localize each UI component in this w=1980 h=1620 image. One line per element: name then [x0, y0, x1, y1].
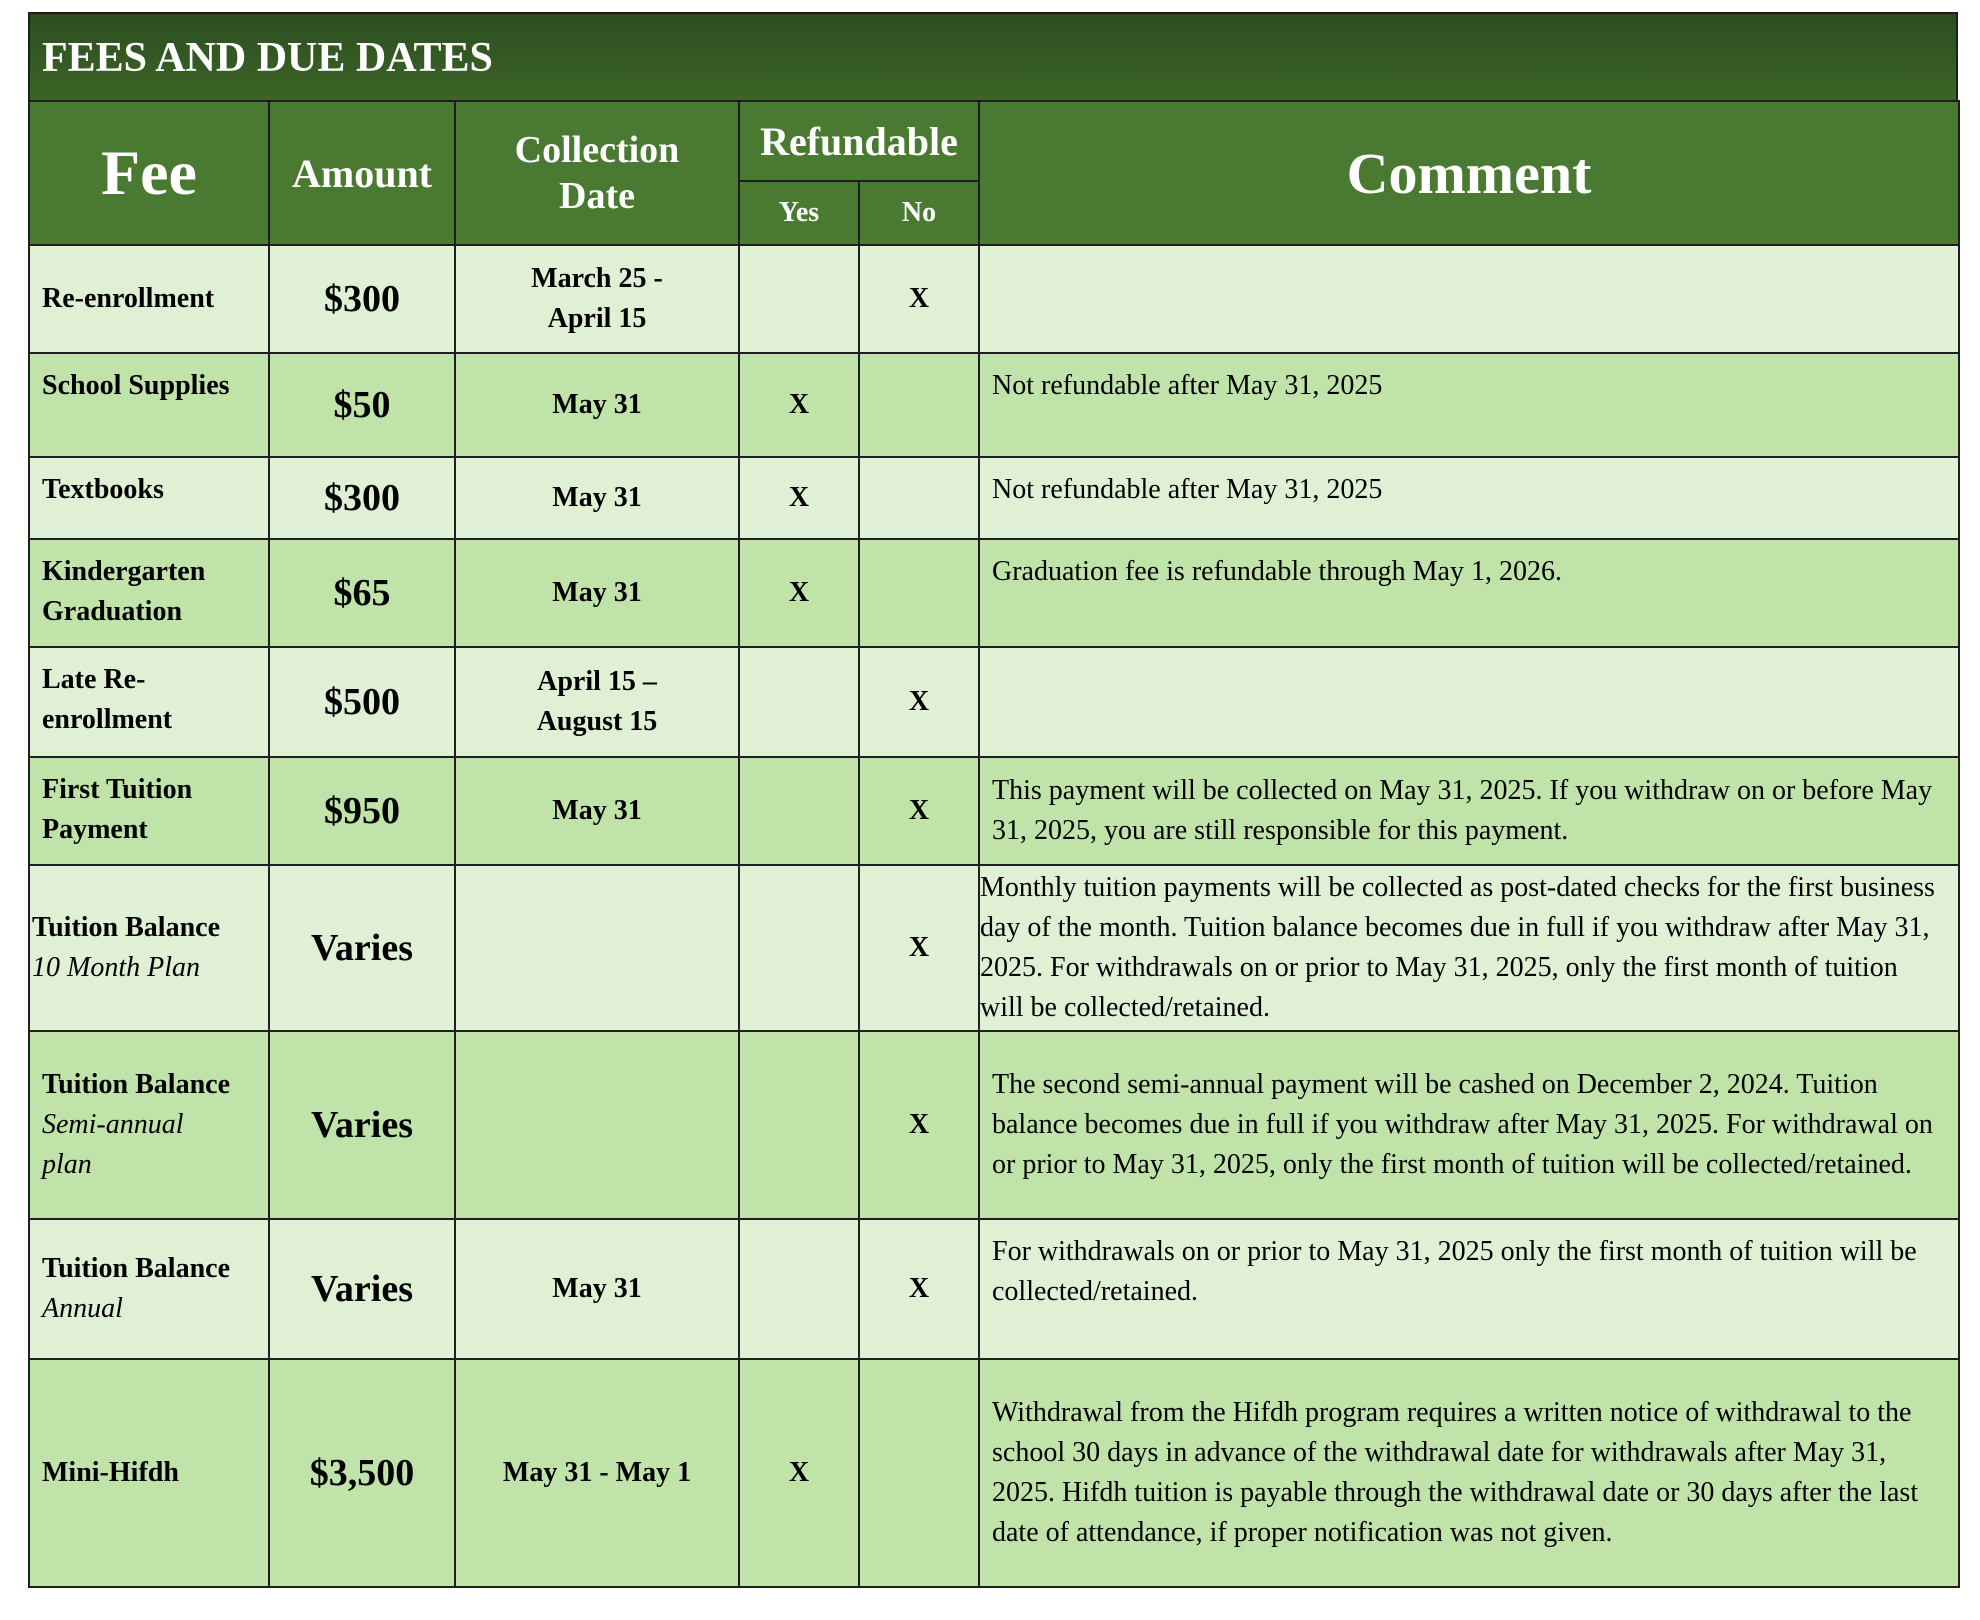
fee-name: Mini-Hifdh: [29, 1359, 269, 1587]
fee-amount: $300: [269, 457, 455, 539]
refundable-no-mark: X: [859, 1031, 979, 1219]
refundable-yes-mark: [739, 865, 859, 1031]
collection-date: May 31 - May 1: [455, 1359, 739, 1587]
collection-date-line1: March 25 -: [531, 263, 663, 294]
refundable-no-mark: X: [859, 757, 979, 865]
collection-date-line2: August 15: [536, 706, 658, 737]
refundable-yes-mark: X: [739, 1359, 859, 1587]
fee-title: Tuition Balance: [42, 1069, 231, 1100]
collection-date: [455, 245, 739, 353]
fee-amount: $950: [269, 757, 455, 865]
refundable-no-mark: [859, 1359, 979, 1587]
refundable-yes-mark: [739, 245, 859, 353]
collection-date-line2: April 15: [547, 303, 647, 334]
fee-comment: Monthly tuition payments will be collected as post-dated checks for the first business day of the month. Tuition balance becomes due in full if you withdraw after May 31, 2025. For withdrawals on or prior to May 31, 2025, only the first month of tuition will be collected/retained.: [979, 865, 1959, 1031]
fee-comment: This payment will be collected on May 31, 2025. If you withdraw on or before May 31, 2025, you are still responsible for this payment.: [979, 757, 1959, 865]
refundable-yes-mark: X: [739, 539, 859, 647]
header-collection-date-line2: Date: [559, 175, 635, 217]
refundable-yes-mark: [739, 1031, 859, 1219]
fee-comment: Not refundable after May 31, 2025: [979, 353, 1959, 457]
fee-comment: Graduation fee is refundable through May 1, 2026.: [979, 539, 1959, 647]
refundable-no-mark: X: [859, 865, 979, 1031]
collection-date-line1: April 15 –: [537, 666, 657, 697]
table-row: [29, 245, 1959, 353]
table-row: [29, 865, 1959, 1031]
collection-date: May 31: [455, 1219, 739, 1359]
fee-plan: 10 Month Plan: [32, 952, 200, 983]
table-row: [29, 457, 1959, 539]
collection-date: May 31: [455, 539, 739, 647]
fee-name: First Tuition Payment: [29, 757, 269, 865]
refundable-no-mark: [859, 457, 979, 539]
fee-name: Re-enrollment: [29, 245, 269, 353]
fee-amount: Varies: [269, 1031, 455, 1219]
table-row: [29, 539, 1959, 647]
table-row: [29, 1031, 1959, 1219]
fee-comment: The second semi-annual payment will be cashed on December 2, 2024. Tuition balance becomes due in full if you withdraw after May 31, 2025. For withdrawal on or prior to May 31, 2025, only the first month of tuition will be collected/retained.: [979, 1031, 1959, 1219]
fee-name: Textbooks: [29, 457, 269, 539]
header-collection-date: [455, 101, 739, 245]
fee-comment: [979, 647, 1959, 757]
refundable-yes-mark: [739, 757, 859, 865]
collection-date: [455, 865, 739, 1031]
fee-name: School Supplies: [29, 353, 269, 457]
fees-sheet: [28, 12, 1958, 1588]
refundable-yes-mark: X: [739, 457, 859, 539]
fee-amount: $50: [269, 353, 455, 457]
fee-title: Tuition Balance: [32, 912, 221, 943]
fee-amount: $65: [269, 539, 455, 647]
refundable-yes-mark: [739, 647, 859, 757]
header-no: No: [859, 181, 979, 245]
refundable-yes-mark: X: [739, 353, 859, 457]
refundable-no-mark: [859, 353, 979, 457]
fee-amount: $3,500: [269, 1359, 455, 1587]
header-amount: Amount: [269, 101, 455, 245]
table-row: [29, 353, 1959, 457]
collection-date: May 31: [455, 353, 739, 457]
table-row: [29, 1359, 1959, 1587]
fee-title: Tuition Balance: [42, 1253, 231, 1284]
header-comment: Comment: [979, 101, 1959, 245]
fee-plan: Annual: [42, 1293, 123, 1324]
refundable-yes-mark: [739, 1219, 859, 1359]
fee-name: [29, 1031, 269, 1219]
table-row: [29, 1219, 1959, 1359]
fee-name: [29, 1219, 269, 1359]
fee-comment: [979, 245, 1959, 353]
fees-table: [28, 100, 1960, 1588]
refundable-no-mark: [859, 539, 979, 647]
fee-name: Kindergarten Graduation: [29, 539, 269, 647]
fee-amount: Varies: [269, 865, 455, 1031]
fee-comment: Withdrawal from the Hifdh program requires a written notice of withdrawal to the school 30 days in advance of the withdrawal date for withdrawals after May 31, 2025. Hifdh tuition is payable through the withdrawal date or 30 days after the last date of attendance, if proper notification was not given.: [979, 1359, 1959, 1587]
collection-date: May 31: [455, 457, 739, 539]
fee-comment: For withdrawals on or prior to May 31, 2025 only the first month of tuition will be collected/retained.: [979, 1219, 1959, 1359]
collection-date: [455, 1031, 739, 1219]
table-row: [29, 757, 1959, 865]
table-title: FEES AND DUE DATES: [28, 12, 1958, 100]
collection-date: [455, 647, 739, 757]
fee-name: [29, 865, 269, 1031]
fee-name: Late Re-enrollment: [29, 647, 269, 757]
collection-date: May 31: [455, 757, 739, 865]
refundable-no-mark: X: [859, 245, 979, 353]
header-collection-date-line1: Collection: [514, 129, 680, 171]
fee-plan: Semi-annual plan: [42, 1109, 184, 1180]
refundable-no-mark: X: [859, 1219, 979, 1359]
table-row: [29, 647, 1959, 757]
refundable-no-mark: X: [859, 647, 979, 757]
fee-amount: $300: [269, 245, 455, 353]
fee-comment: Not refundable after May 31, 2025: [979, 457, 1959, 539]
fee-amount: Varies: [269, 1219, 455, 1359]
header-fee: Fee: [29, 101, 269, 245]
fee-amount: $500: [269, 647, 455, 757]
header-refundable: Refundable: [739, 101, 979, 181]
header-yes: Yes: [739, 181, 859, 245]
